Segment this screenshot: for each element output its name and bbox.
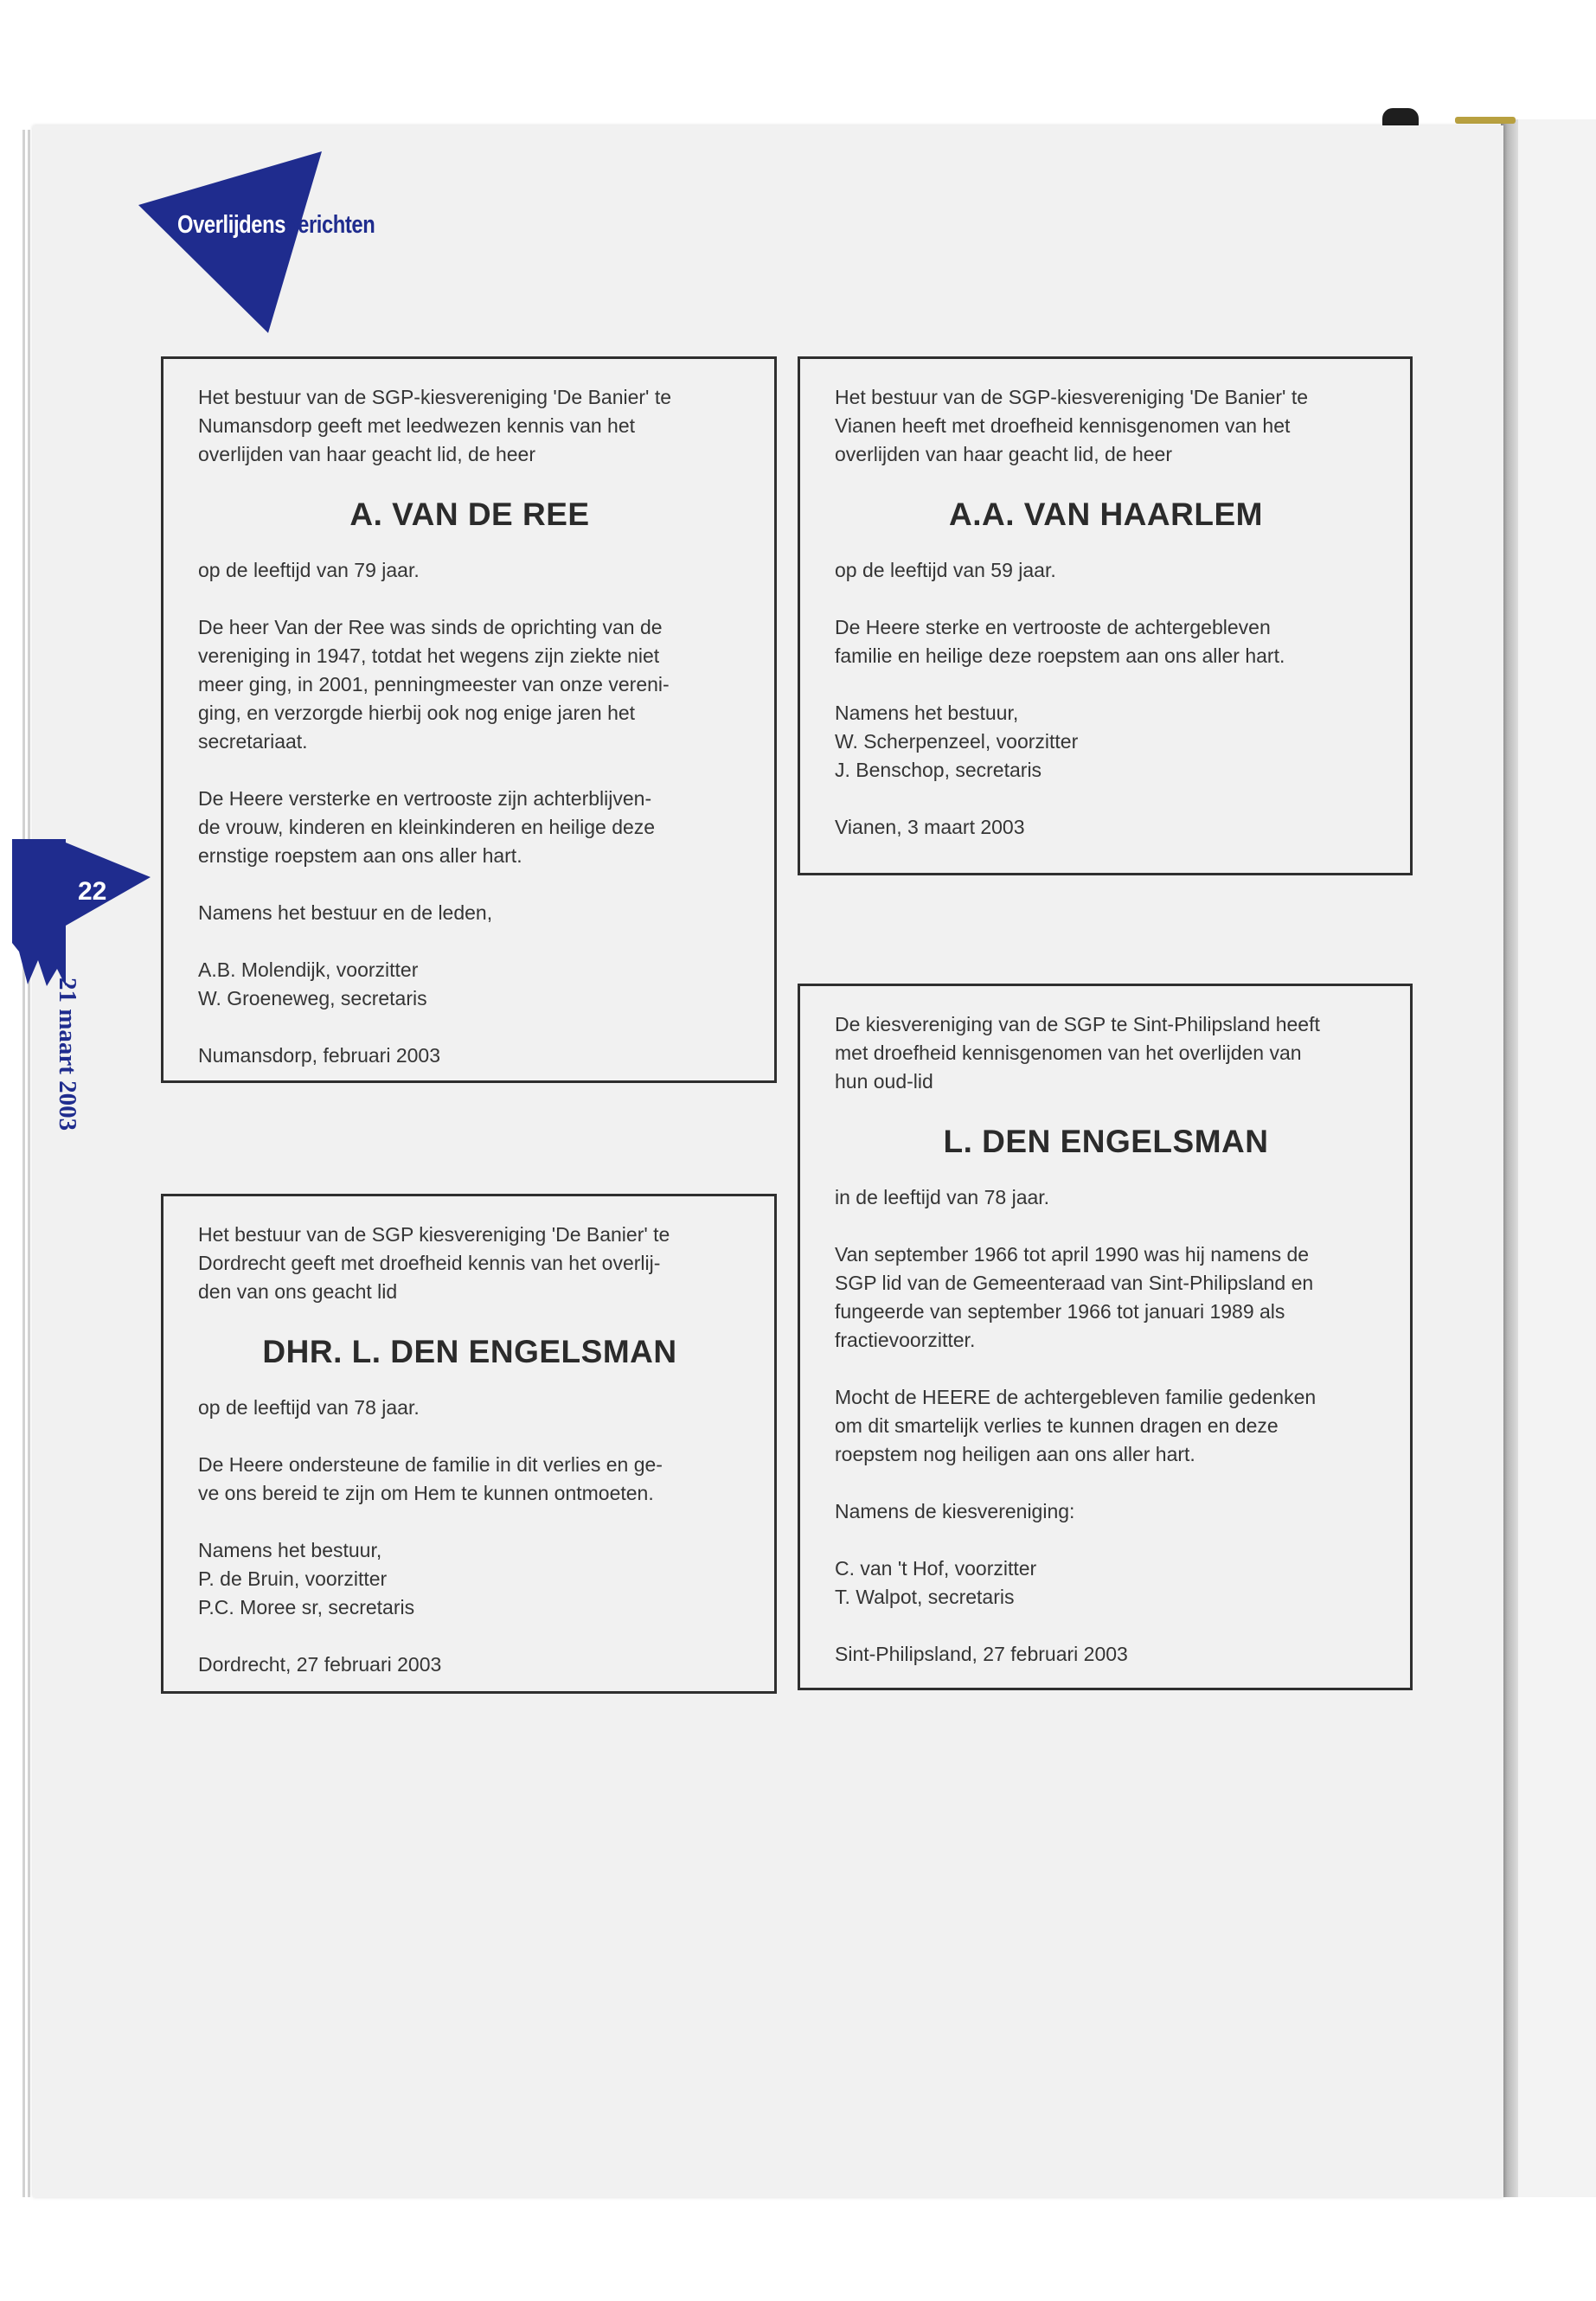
notice-place-date: Vianen, 3 maart 2003: [835, 816, 1025, 838]
notice-signoff-block: [198, 1536, 741, 1622]
text-line: roepstem nog heiligen aan ons aller hart.: [835, 1443, 1195, 1465]
notice-signoff: Namens het bestuur en de leden,: [198, 901, 493, 924]
notice-van-de-ree: [161, 356, 777, 1083]
notice-signatories: [198, 956, 741, 1013]
text-line: fractievoorzitter.: [835, 1329, 976, 1351]
notice-wish: [198, 1451, 741, 1508]
text-line: De Heere versterke en vertrooste zijn achterblijven-: [198, 787, 652, 810]
notice-signoff: Namens de kiesvereniging:: [835, 1500, 1075, 1522]
notice-place-date: Numansdorp, februari 2003: [198, 1044, 440, 1067]
text-line: meer ging, in 2001, penningmeester van onze vereni-: [198, 673, 670, 695]
section-title: [177, 211, 375, 240]
text-line: vereniging in 1947, totdat het wegens zijn ziekte niet: [198, 644, 660, 667]
text-line: den van ons geacht lid: [198, 1280, 398, 1303]
notice-place-date: Dordrecht, 27 februari 2003: [198, 1653, 442, 1676]
text-line: Van september 1966 tot april 1990 was hij namens de: [835, 1243, 1310, 1266]
notice-age: in de leeftijd van 78 jaar.: [835, 1186, 1050, 1208]
notice-body: [198, 613, 741, 756]
text-line: De Heere ondersteune de familie in dit verlies en ge-: [198, 1453, 663, 1476]
text-line: familie en heilige deze roepstem aan ons aller hart.: [835, 644, 1285, 667]
notice-van-haarlem: [798, 356, 1413, 875]
clip-black: [1382, 108, 1419, 127]
notice-intro: [835, 383, 1377, 469]
text-line: met droefheid kennisgenomen van het overlijden van: [835, 1042, 1302, 1064]
page-stack-line: [22, 130, 25, 2197]
page-binding-edge: [1501, 119, 1518, 2197]
text-line: De kiesvereniging van de SGP te Sint-Philipsland heeft: [835, 1013, 1320, 1035]
deceased-name: A.A. VAN HAARLEM: [949, 497, 1263, 532]
notice-intro: [198, 383, 741, 469]
signatory: C. van 't Hof, voorzitter: [835, 1557, 1037, 1580]
deceased-name: DHR. L. DEN ENGELSMAN: [262, 1334, 677, 1369]
text-line: secretariaat.: [198, 730, 308, 753]
text-line: Numansdorp geeft met leedwezen kennis van het: [198, 414, 636, 437]
notice-body: [835, 1240, 1377, 1355]
signatory: P. de Bruin, voorzitter: [198, 1567, 388, 1590]
notice-signoff-block: [835, 699, 1377, 785]
text-line: De Heere sterke en vertrooste de achtergebleven: [835, 616, 1271, 638]
text-line: overlijden van haar geacht lid, de heer: [198, 443, 535, 465]
text-line: Het bestuur van de SGP-kiesvereniging 'De Banier' te: [198, 386, 672, 408]
signatory: W. Scherpenzeel, voorzitter: [835, 730, 1079, 753]
notice-sint-philipsland: [798, 984, 1413, 1690]
deceased-name: A. VAN DE REE: [349, 497, 590, 532]
notice-signoff: Namens het bestuur,: [835, 702, 1019, 724]
page-stack-line: [28, 130, 30, 2197]
text-line: de vrouw, kinderen en kleinkinderen en heilige deze: [198, 816, 656, 838]
text-line: Dordrecht geeft met droefheid kennis van het overlij-: [198, 1252, 661, 1274]
text-line: hun oud-lid: [835, 1070, 933, 1093]
notice-wish: [835, 1383, 1377, 1469]
notice-wish: [835, 613, 1377, 670]
notice-age: op de leeftijd van 79 jaar.: [198, 559, 420, 581]
section-title-part1: Overlijdens: [177, 211, 286, 239]
signatory: T. Walpot, secretaris: [835, 1586, 1015, 1608]
signatory: W. Groeneweg, secretaris: [198, 987, 427, 1009]
text-line: Het bestuur van de SGP kiesvereniging 'De Banier' te: [198, 1223, 670, 1246]
signatory: P.C. Moree sr, secretaris: [198, 1596, 415, 1618]
notice-place-date: Sint-Philipsland, 27 februari 2003: [835, 1643, 1128, 1665]
text-line: overlijden van haar geacht lid, de heer: [835, 443, 1172, 465]
section-title-part2: berichten: [285, 211, 375, 239]
signatory: J. Benschop, secretaris: [835, 759, 1042, 781]
signatory: A.B. Molendijk, voorzitter: [198, 958, 419, 981]
page-number: 22: [78, 877, 107, 906]
clip-gold: [1455, 117, 1516, 124]
notice-intro: [835, 1010, 1377, 1096]
text-line: om dit smartelijk verlies te kunnen dragen en deze: [835, 1414, 1279, 1437]
notice-age: op de leeftijd van 78 jaar.: [198, 1396, 420, 1419]
next-page: [1518, 119, 1596, 2197]
notice-dordrecht: [161, 1194, 777, 1694]
text-line: De heer Van der Ree was sinds de oprichting van de: [198, 616, 663, 638]
header-triangle-icon: [138, 151, 324, 337]
text-line: fungeerde van september 1966 tot januari 1989 als: [835, 1300, 1285, 1323]
page-tab-icon: [12, 839, 151, 986]
text-line: ging, en verzorgde hierbij ook nog enige jaren het: [198, 702, 636, 724]
text-line: ve ons bereid te zijn om Hem te kunnen ontmoeten.: [198, 1482, 654, 1504]
text-line: Het bestuur van de SGP-kiesvereniging 'De Banier' te: [835, 386, 1309, 408]
notice-signatories: [835, 1554, 1377, 1612]
text-line: Mocht de HEERE de achtergebleven familie gedenken: [835, 1386, 1317, 1408]
deceased-name: L. DEN ENGELSMAN: [943, 1124, 1269, 1159]
text-line: ernstige roepstem aan ons aller hart.: [198, 844, 522, 867]
text-line: Vianen heeft met droefheid kennisgenomen van het: [835, 414, 1291, 437]
notice-intro: [198, 1221, 741, 1306]
notice-signoff: Namens het bestuur,: [198, 1539, 382, 1561]
notice-wish: [198, 785, 741, 870]
issue-date: 21 maart 2003: [54, 977, 81, 1131]
notice-age: op de leeftijd van 59 jaar.: [835, 559, 1056, 581]
text-line: SGP lid van de Gemeenteraad van Sint-Philipsland en: [835, 1272, 1314, 1294]
